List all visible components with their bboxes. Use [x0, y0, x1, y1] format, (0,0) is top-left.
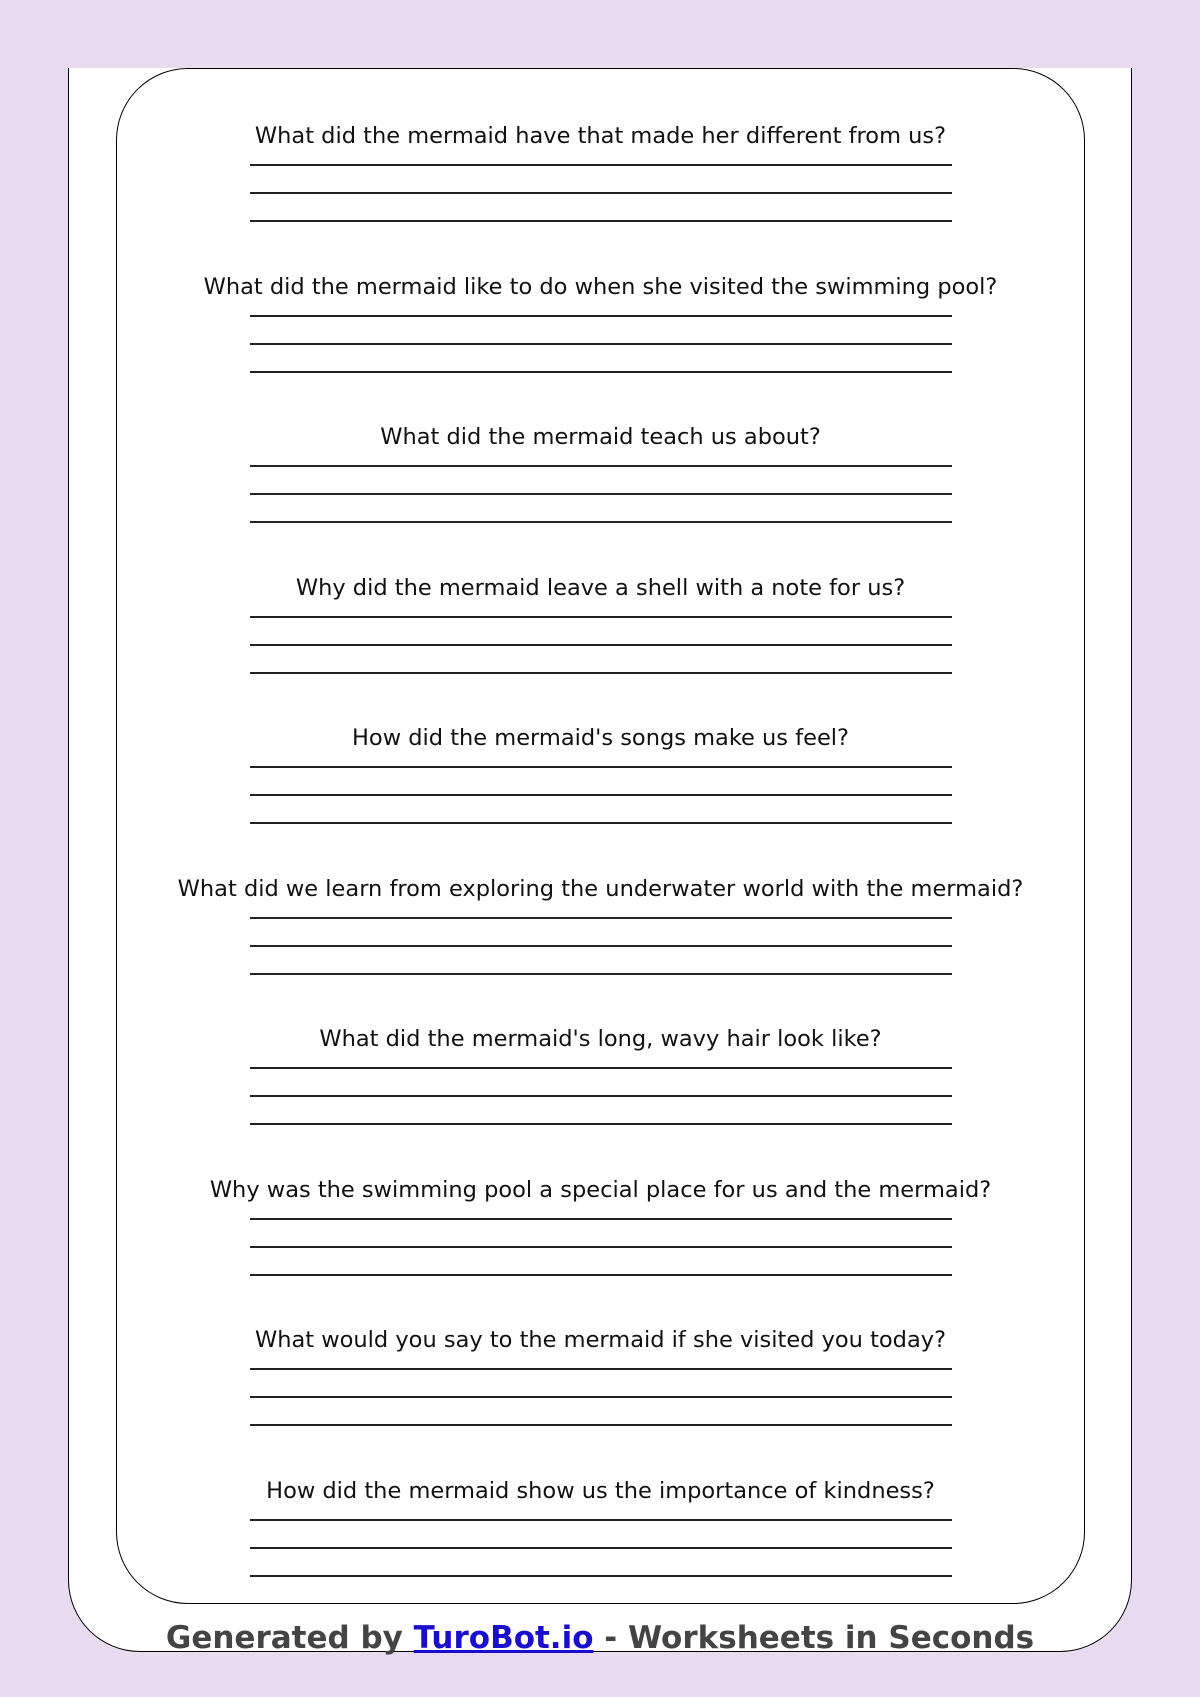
answer-line[interactable]: [250, 150, 952, 166]
answer-line[interactable]: [250, 301, 952, 317]
question-text: How did the mermaid show us the importance of kindness?: [266, 1477, 935, 1504]
answer-line[interactable]: [250, 903, 952, 919]
answer-line[interactable]: [250, 1204, 952, 1220]
question-item: [116, 875, 1085, 1026]
answer-line[interactable]: [250, 1354, 952, 1370]
answer-line[interactable]: [250, 495, 952, 523]
answer-line[interactable]: [250, 768, 952, 796]
answer-line[interactable]: [250, 1521, 952, 1549]
question-item: [116, 122, 1085, 273]
question-item: [116, 1326, 1085, 1477]
question-text: Why did the mermaid leave a shell with a note for us?: [295, 574, 906, 601]
answer-line[interactable]: [250, 1097, 952, 1125]
footer-prefix: Generated by: [165, 1620, 414, 1656]
footer-suffix: - Worksheets in Seconds: [593, 1620, 1035, 1656]
question-item: [116, 1025, 1085, 1176]
question-text: What did the mermaid have that made her different from us?: [254, 123, 947, 149]
question-list: [116, 122, 1085, 1627]
answer-line[interactable]: [250, 1370, 952, 1398]
turobot-link[interactable]: TuroBot.io: [413, 1620, 594, 1656]
question-item: [116, 1176, 1085, 1327]
question-text: What did the mermaid teach us about?: [380, 424, 821, 450]
answer-line[interactable]: [250, 1248, 952, 1276]
answer-line[interactable]: [250, 345, 952, 373]
question-text: What did we learn from exploring the underwater world with the mermaid?: [177, 875, 1024, 902]
answer-line[interactable]: [250, 451, 952, 467]
footer-credit: [0, 1618, 1200, 1658]
answer-line[interactable]: [250, 1505, 952, 1521]
question-item: [116, 273, 1085, 424]
question-text: What would you say to the mermaid if she visited you today?: [254, 1327, 947, 1353]
question-item: [116, 574, 1085, 725]
answer-line[interactable]: [250, 919, 952, 947]
answer-line[interactable]: [250, 796, 952, 824]
answer-line[interactable]: [250, 602, 952, 618]
answer-line[interactable]: [250, 947, 952, 975]
question-item: [116, 423, 1085, 574]
question-text: Why was the swimming pool a special place for us and the mermaid?: [209, 1176, 992, 1203]
answer-line[interactable]: [250, 752, 952, 768]
question-item: [116, 724, 1085, 875]
answer-line[interactable]: [250, 166, 952, 194]
answer-line[interactable]: [250, 1220, 952, 1248]
question-item: [116, 1477, 1085, 1628]
answer-line[interactable]: [250, 467, 952, 495]
answer-line[interactable]: [250, 1549, 952, 1577]
question-text: How did the mermaid's songs make us feel?: [352, 725, 849, 751]
answer-line[interactable]: [250, 1398, 952, 1426]
answer-line[interactable]: [250, 646, 952, 674]
answer-line[interactable]: [250, 618, 952, 646]
question-text: What did the mermaid's long, wavy hair look like?: [319, 1026, 882, 1052]
answer-line[interactable]: [250, 1069, 952, 1097]
answer-line[interactable]: [250, 1053, 952, 1069]
question-text: What did the mermaid like to do when she visited the swimming pool?: [203, 273, 998, 300]
answer-line[interactable]: [250, 194, 952, 222]
answer-line[interactable]: [250, 317, 952, 345]
